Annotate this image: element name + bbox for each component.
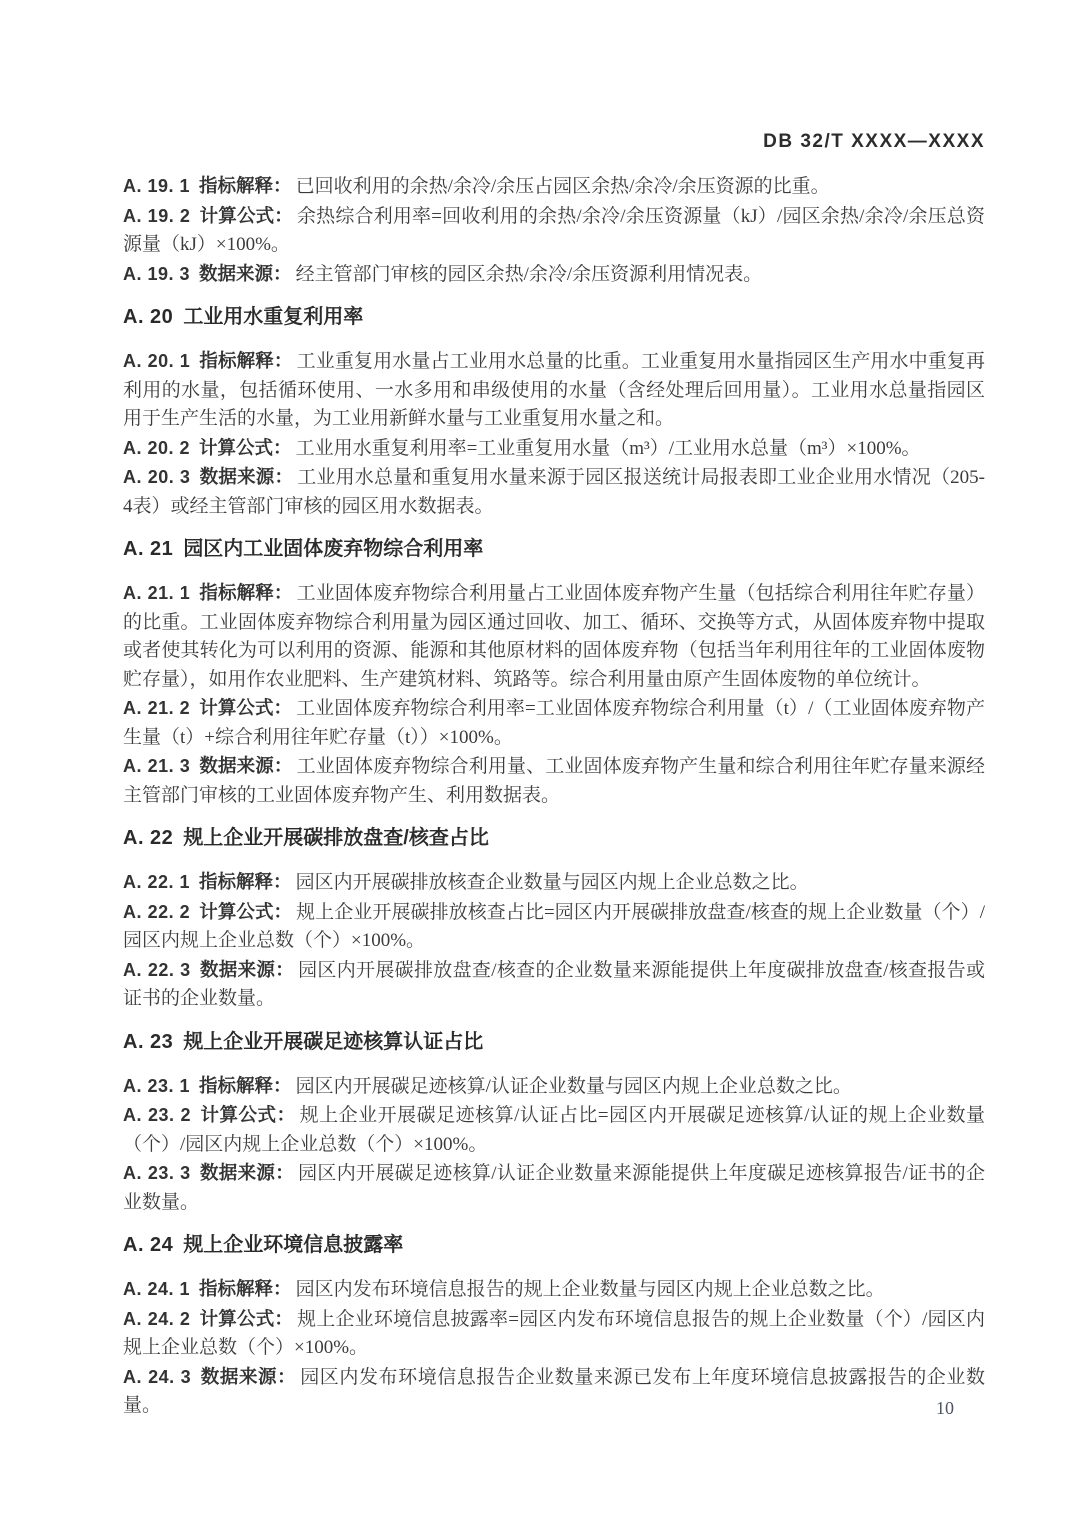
clause-number: A. 22. 1 (123, 872, 191, 892)
clause-label: 指标解释： (199, 582, 293, 603)
clause-label: 指标解释： (199, 871, 292, 892)
section-title: 工业用水重复利用率 (183, 306, 364, 328)
clause-text: 园区内开展碳足迹核算/认证企业数量与园区内规上企业总数之比。 (295, 1075, 852, 1097)
clause-label: 指标解释： (199, 1278, 292, 1299)
clause-a19-2 (123, 202, 985, 260)
section-a24 (123, 1231, 985, 1421)
clause-text: 工业固体废弃物综合利用量占工业固体废弃物产生量（包括综合利用往年贮存量）的比重。工业固体废弃物综合利用量为园区通过回收、加工、循环、交换等方式，从固体废弃物中提取或者使其转化为可以利用的资源、能源和其他原材料的固体废弃物（包括当年利用往年的工业固体废物贮存量），如用作农业肥料、生产建筑材料、筑路等。综合利用量由原产生固体废物的单位统计。 (123, 583, 985, 690)
clause-text: 工业重复用水量占工业用水总量的比重。工业重复用水量指园区生产用水中重复再利用的水量，包括循环使用、一水多用和串级使用的水量（含经处理后回用量）。工业用水总量指园区用于生产生活的水量，为工业用新鲜水量与工业重复用水量之和。 (123, 351, 985, 429)
clause-number: A. 24. 1 (123, 1279, 191, 1299)
clause-a19-1 (123, 172, 985, 202)
clause-label: 数据来源： (199, 755, 293, 776)
clause-number: A. 22. 3 (123, 959, 191, 980)
clause-label: 计算公式： (199, 436, 292, 458)
clause-label: 指标解释： (199, 175, 292, 196)
clause-number: A. 21. 1 (123, 583, 191, 603)
clause-number: A. 23. 2 (123, 1105, 192, 1125)
clause-text: 规上企业开展碳足迹核算/认证占比=园区内开展碳足迹核算/认证的规上企业数量（个）/园区内规上企业总数（个）×100%。 (123, 1105, 985, 1155)
clause-text: 规上企业环境信息披露率=园区内发布环境信息报告的规上企业数量（个）/园区内规上企业总数（个）×100%。 (123, 1308, 985, 1358)
clause-label: 计算公式： (200, 1104, 296, 1125)
clause-label: 数据来源： (200, 1365, 297, 1387)
clause-text: 园区内开展碳排放核查企业数量与园区内规上企业总数之比。 (295, 872, 809, 893)
clause-text: 已回收利用的余热/余冷/余压占园区余热/余冷/余压资源的比重。 (295, 176, 830, 197)
clause-a22-3 (123, 956, 985, 1014)
section-title: 规上企业开展碳足迹核算认证占比 (183, 1030, 484, 1053)
clause-number: A. 23. 3 (123, 1163, 191, 1183)
clause-number: A. 24. 3 (123, 1366, 192, 1387)
clause-number: A. 23. 1 (123, 1075, 191, 1096)
section-heading-a22 (123, 824, 985, 852)
document-body (0, 153, 1080, 1421)
clause-a20-2 (123, 434, 985, 464)
clause-text: 余热综合利用率=回收利用的余热/余冷/余压资源量（kJ）/园区余热/余冷/余压总资源量（kJ）×100%。 (123, 205, 985, 255)
section-heading-a24 (123, 1231, 985, 1259)
clause-number: A. 20. 1 (123, 351, 191, 371)
section-a21 (123, 535, 985, 810)
clause-text: 园区内开展碳排放盘查/核查的企业数量来源能提供上年度碳排放盘查/核查报告或证书的企业数量。 (123, 959, 985, 1009)
clause-text: 工业用水重复利用率=工业重复用水量（m³）/工业用水总量（m³）×100%。 (295, 437, 921, 459)
clause-label: 数据来源： (199, 1162, 295, 1183)
clause-number: A. 22. 2 (123, 901, 191, 922)
section-title: 规上企业开展碳排放盘查/核查占比 (183, 827, 489, 849)
clause-number: A. 19. 3 (123, 263, 191, 284)
section-a20 (123, 303, 985, 521)
section-title: 园区内工业固体废弃物综合利用率 (183, 538, 484, 560)
clause-label: 计算公式： (199, 697, 293, 718)
section-number: A. 23 (123, 1030, 174, 1053)
clause-a20-1 (123, 347, 985, 434)
clause-label: 指标解释： (199, 1074, 292, 1096)
clause-text: 工业固体废弃物综合利用量、工业固体废弃物产生量和综合利用往年贮存量来源经主管部门审核的工业固体废弃物产生、利用数据表。 (123, 756, 985, 806)
clause-number: A. 19. 2 (123, 205, 191, 226)
clause-label: 数据来源： (199, 958, 295, 980)
section-number: A. 24 (123, 1234, 174, 1256)
clause-a23-1 (123, 1072, 985, 1102)
section-a22 (123, 824, 985, 1014)
clause-a19-3 (123, 260, 985, 290)
page-header (0, 0, 1080, 153)
section-a19 (123, 172, 985, 289)
clause-a23-3 (123, 1159, 985, 1217)
section-number: A. 20 (123, 306, 174, 328)
clause-a21-1 (123, 579, 985, 694)
clause-label: 计算公式： (199, 204, 293, 226)
clause-number: A. 20. 2 (123, 437, 191, 458)
clause-text: 规上企业开展碳排放核查占比=园区内开展碳排放盘查/核查的规上企业数量（个）/园区内规上企业总数（个）×100%。 (123, 901, 985, 951)
section-heading-a21 (123, 535, 985, 563)
clause-a21-3 (123, 752, 985, 810)
clause-a24-2 (123, 1305, 985, 1363)
clause-text: 园区内发布环境信息报告企业数量来源已发布上年度环境信息披露报告的企业数量。 (123, 1366, 985, 1416)
clause-number: A. 21. 2 (123, 698, 191, 718)
clause-a20-3 (123, 463, 985, 521)
clause-label: 数据来源： (199, 262, 292, 284)
clause-a22-2 (123, 898, 985, 956)
section-number: A. 21 (123, 538, 174, 560)
clause-text: 工业用水总量和重复用水量来源于园区报送统计局报表即工业企业用水情况（205-4表）或经主管部门审核的园区用水数据表。 (123, 467, 985, 517)
section-heading-a23 (123, 1028, 985, 1056)
clause-text: 园区内开展碳足迹核算/认证企业数量来源能提供上年度碳足迹核算报告/证书的企业数量。 (123, 1163, 985, 1213)
section-heading-a20 (123, 303, 985, 331)
clause-text: 园区内发布环境信息报告的规上企业数量与园区内规上企业总数之比。 (295, 1279, 885, 1300)
clause-number: A. 24. 2 (123, 1308, 191, 1329)
section-title: 规上企业环境信息披露率 (183, 1234, 404, 1256)
clause-number: A. 19. 1 (123, 176, 191, 196)
clause-label: 计算公式： (199, 1307, 294, 1329)
clause-number: A. 20. 3 (123, 467, 191, 487)
clause-a24-3 (123, 1363, 985, 1421)
section-a23 (123, 1028, 985, 1218)
clause-text: 工业固体废弃物综合利用率=工业固体废弃物综合利用量（t）/（工业固体废弃物产生量（t）+综合利用往年贮存量（t））×100%。 (123, 698, 985, 748)
section-number: A. 22 (123, 827, 174, 849)
clause-a24-1 (123, 1275, 985, 1305)
doc-code: DB 32/T XXXX—XXXX (763, 131, 985, 152)
clause-number: A. 21. 3 (123, 756, 191, 776)
page-number: 10 (936, 1398, 954, 1418)
clause-label: 指标解释： (199, 350, 293, 371)
clause-a21-2 (123, 694, 985, 752)
clause-text: 经主管部门审核的园区余热/余冷/余压资源利用情况表。 (295, 263, 763, 285)
clause-a23-2 (123, 1101, 985, 1159)
clause-a22-1 (123, 868, 985, 898)
clause-label: 计算公式： (199, 900, 293, 922)
clause-label: 数据来源： (199, 466, 294, 487)
